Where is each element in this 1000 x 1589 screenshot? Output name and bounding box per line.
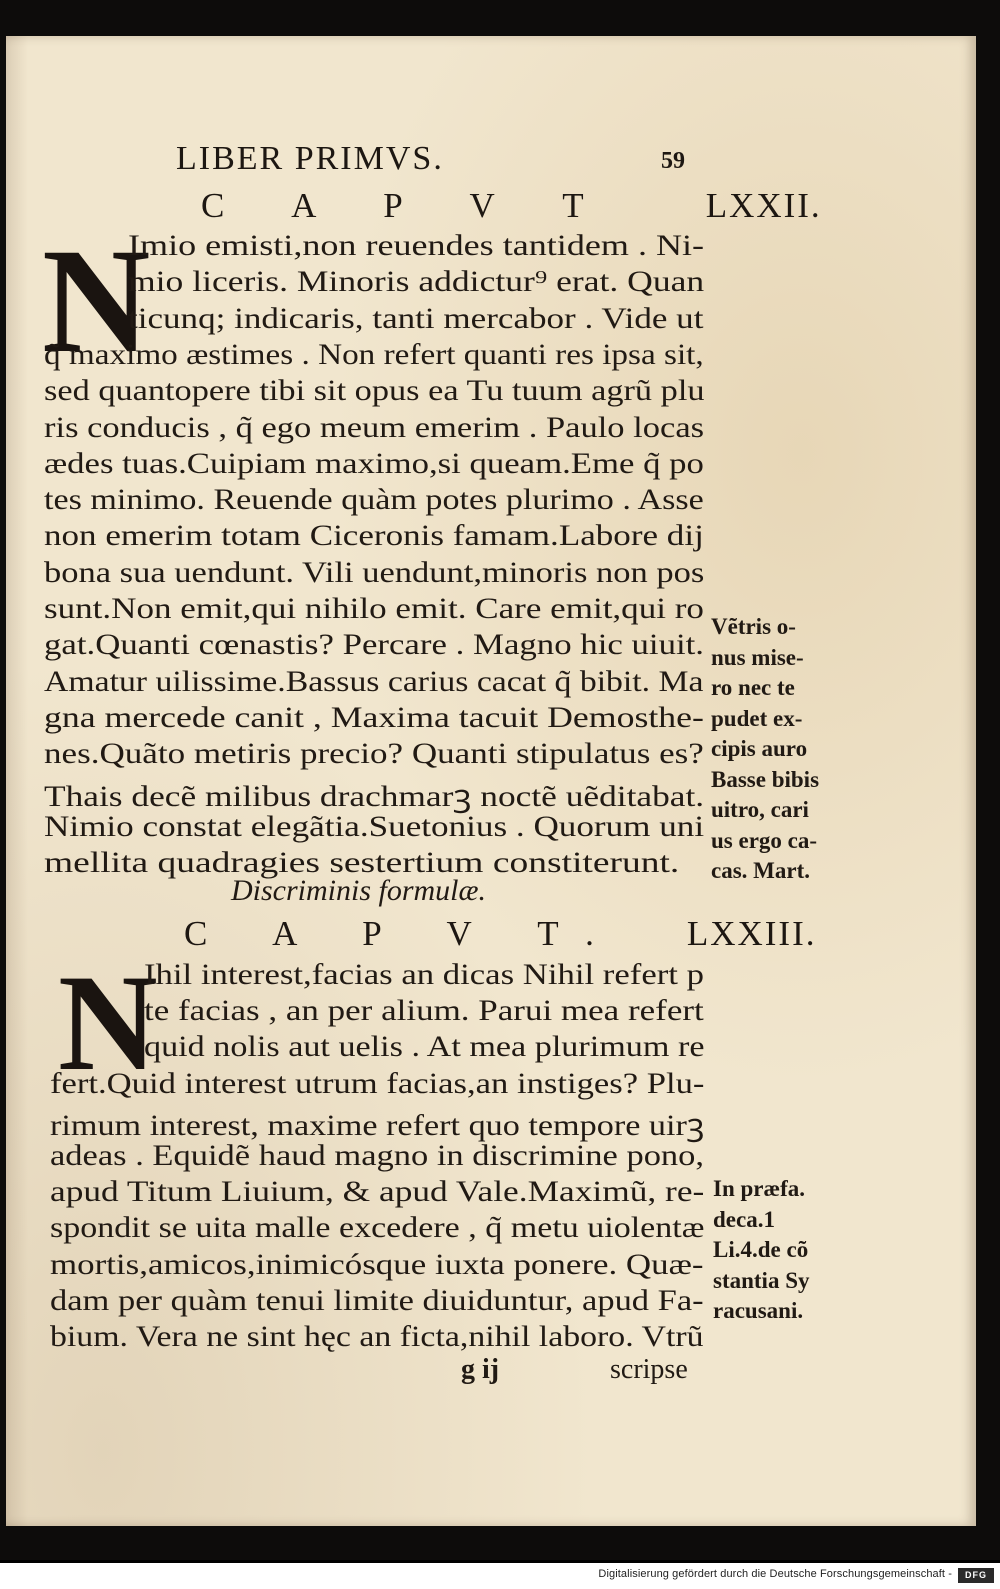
text-line: Nimio constat elegãtia.Suetonius . Quorum uni <box>44 809 705 843</box>
marginal-line: Basse bibis <box>711 766 820 792</box>
dfg-logo: DFG <box>958 1568 994 1583</box>
marginal-line: Li.4.de cõ <box>713 1237 809 1262</box>
text-line: te facias , an per alium. Parui mea refert <box>144 994 704 1028</box>
chapter-number: LXXIII. <box>686 914 817 953</box>
text-line: bona sua uendunt. Vili uendunt,minoris non pos <box>44 555 705 589</box>
marginal-line: pudet ex- <box>711 705 803 731</box>
chapter-heading-1 <box>201 186 822 226</box>
book-page <box>6 36 976 1526</box>
marginal-line: us ergo ca- <box>711 827 818 853</box>
catchword: scripse <box>610 1354 688 1385</box>
marginal-line: stantia Sy <box>713 1267 810 1293</box>
text-line: rimum interest, maxime refert quo tempore uirꝫ <box>50 1108 705 1142</box>
text-line: tes minimo. Reuende quàm potes plurimo . Asse <box>44 483 704 517</box>
text-line: ris conducis , q̃ ego meum emerim . Paulo locas <box>44 410 705 444</box>
digitization-footer <box>0 1563 1000 1589</box>
section-heading: Discriminis formulæ. <box>231 874 487 907</box>
text-line: gat.Quanti cœnastis? Percare . Magno hic uiuit. <box>44 628 705 662</box>
footer-credit: Digitalisierung gefördert durch die Deutsche Forschungsgemeinschaft - <box>598 1568 952 1580</box>
text-line: ædes tuas.Cuipiam maximo,si queam.Eme q̃ po <box>44 446 704 480</box>
text-line: Amatur uilissime.Bassus carius cacat q̃ bibit. Ma <box>44 664 704 698</box>
caput-label: C A P V T <box>201 186 614 225</box>
text-line: mellita quadragies sestertium constiterunt. <box>44 846 680 880</box>
chapter-number: LXXII. <box>705 186 822 225</box>
signature-mark: g ij <box>461 1354 500 1385</box>
caput-label: C A P V T. <box>184 914 623 953</box>
text-line: quid nolis aut uelis . At mea plurimum re <box>144 1030 705 1064</box>
text-line: Imio emisti,non reuendes tantidem . Ni- <box>128 229 705 262</box>
marginal-line: Vẽtris o- <box>711 614 796 639</box>
marginal-line: cipis auro <box>711 736 808 761</box>
text-line: Thais decẽ milibus drachmarꝫ noctẽ uẽditabat. <box>44 779 705 813</box>
text-line: non emerim totam Ciceronis famam.Labore dij <box>44 519 704 553</box>
text-line: spondit se uita malle excedere , q̃ metu uiolentæ <box>50 1211 705 1245</box>
text-line: ticunq; indicaris, tanti mercabor . Vide ut <box>128 301 704 335</box>
marginal-line: In præfa. <box>713 1176 806 1201</box>
text-line: sed quantopere tibi sit opus ea Tu tuum agrũ plu <box>44 374 705 408</box>
running-head: LIBER PRIMVS. <box>176 140 444 177</box>
folio-number: 59 <box>661 148 685 174</box>
marginal-line: deca.1 <box>713 1206 775 1232</box>
text-line: gna mercede canit , Maxima tacuit Demosthe- <box>44 700 704 734</box>
marginal-line: nus mise- <box>711 644 804 670</box>
drop-capital: N <box>42 218 151 384</box>
text-line: q̃ maximo æstimes . Non refert quanti res ipsa sit, <box>44 337 704 371</box>
text-line: dam per quàm tenui limite diuiduntur, apud Fa- <box>50 1283 704 1317</box>
marginal-line: racusani. <box>713 1298 804 1323</box>
chapter-heading-2 <box>184 914 817 954</box>
drop-capital: N <box>58 946 158 1099</box>
marginal-line: cas. Mart. <box>711 858 810 883</box>
text-line: mio liceris. Minoris addictur⁹ erat. Quan <box>128 265 705 299</box>
text-line: Ihil interest,facias an dicas Nihil refert p <box>144 958 704 991</box>
text-line: adeas . Equidẽ haud magno in discrimine pono, <box>50 1139 705 1172</box>
marginal-line: uitro, cari <box>711 797 809 822</box>
text-line: sunt.Non emit,qui nihilo emit. Care emit,qui ro <box>44 592 704 625</box>
text-line: fert.Quid interest utrum facias,an instiges? Plu- <box>50 1066 705 1100</box>
text-line: apud Titum Liuium, & apud Vale.Maximũ, re- <box>50 1175 705 1209</box>
text-line: nes.Quãto metiris precio? Quanti stipulatus es? <box>44 737 704 771</box>
text-line: mortis,amicos,inimicósque iuxta ponere. Quæ- <box>50 1247 704 1281</box>
text-line: bium. Vera ne sint hęc an ficta,nihil laboro. Vtrũ <box>50 1320 704 1353</box>
marginal-line: ro nec te <box>711 675 795 700</box>
